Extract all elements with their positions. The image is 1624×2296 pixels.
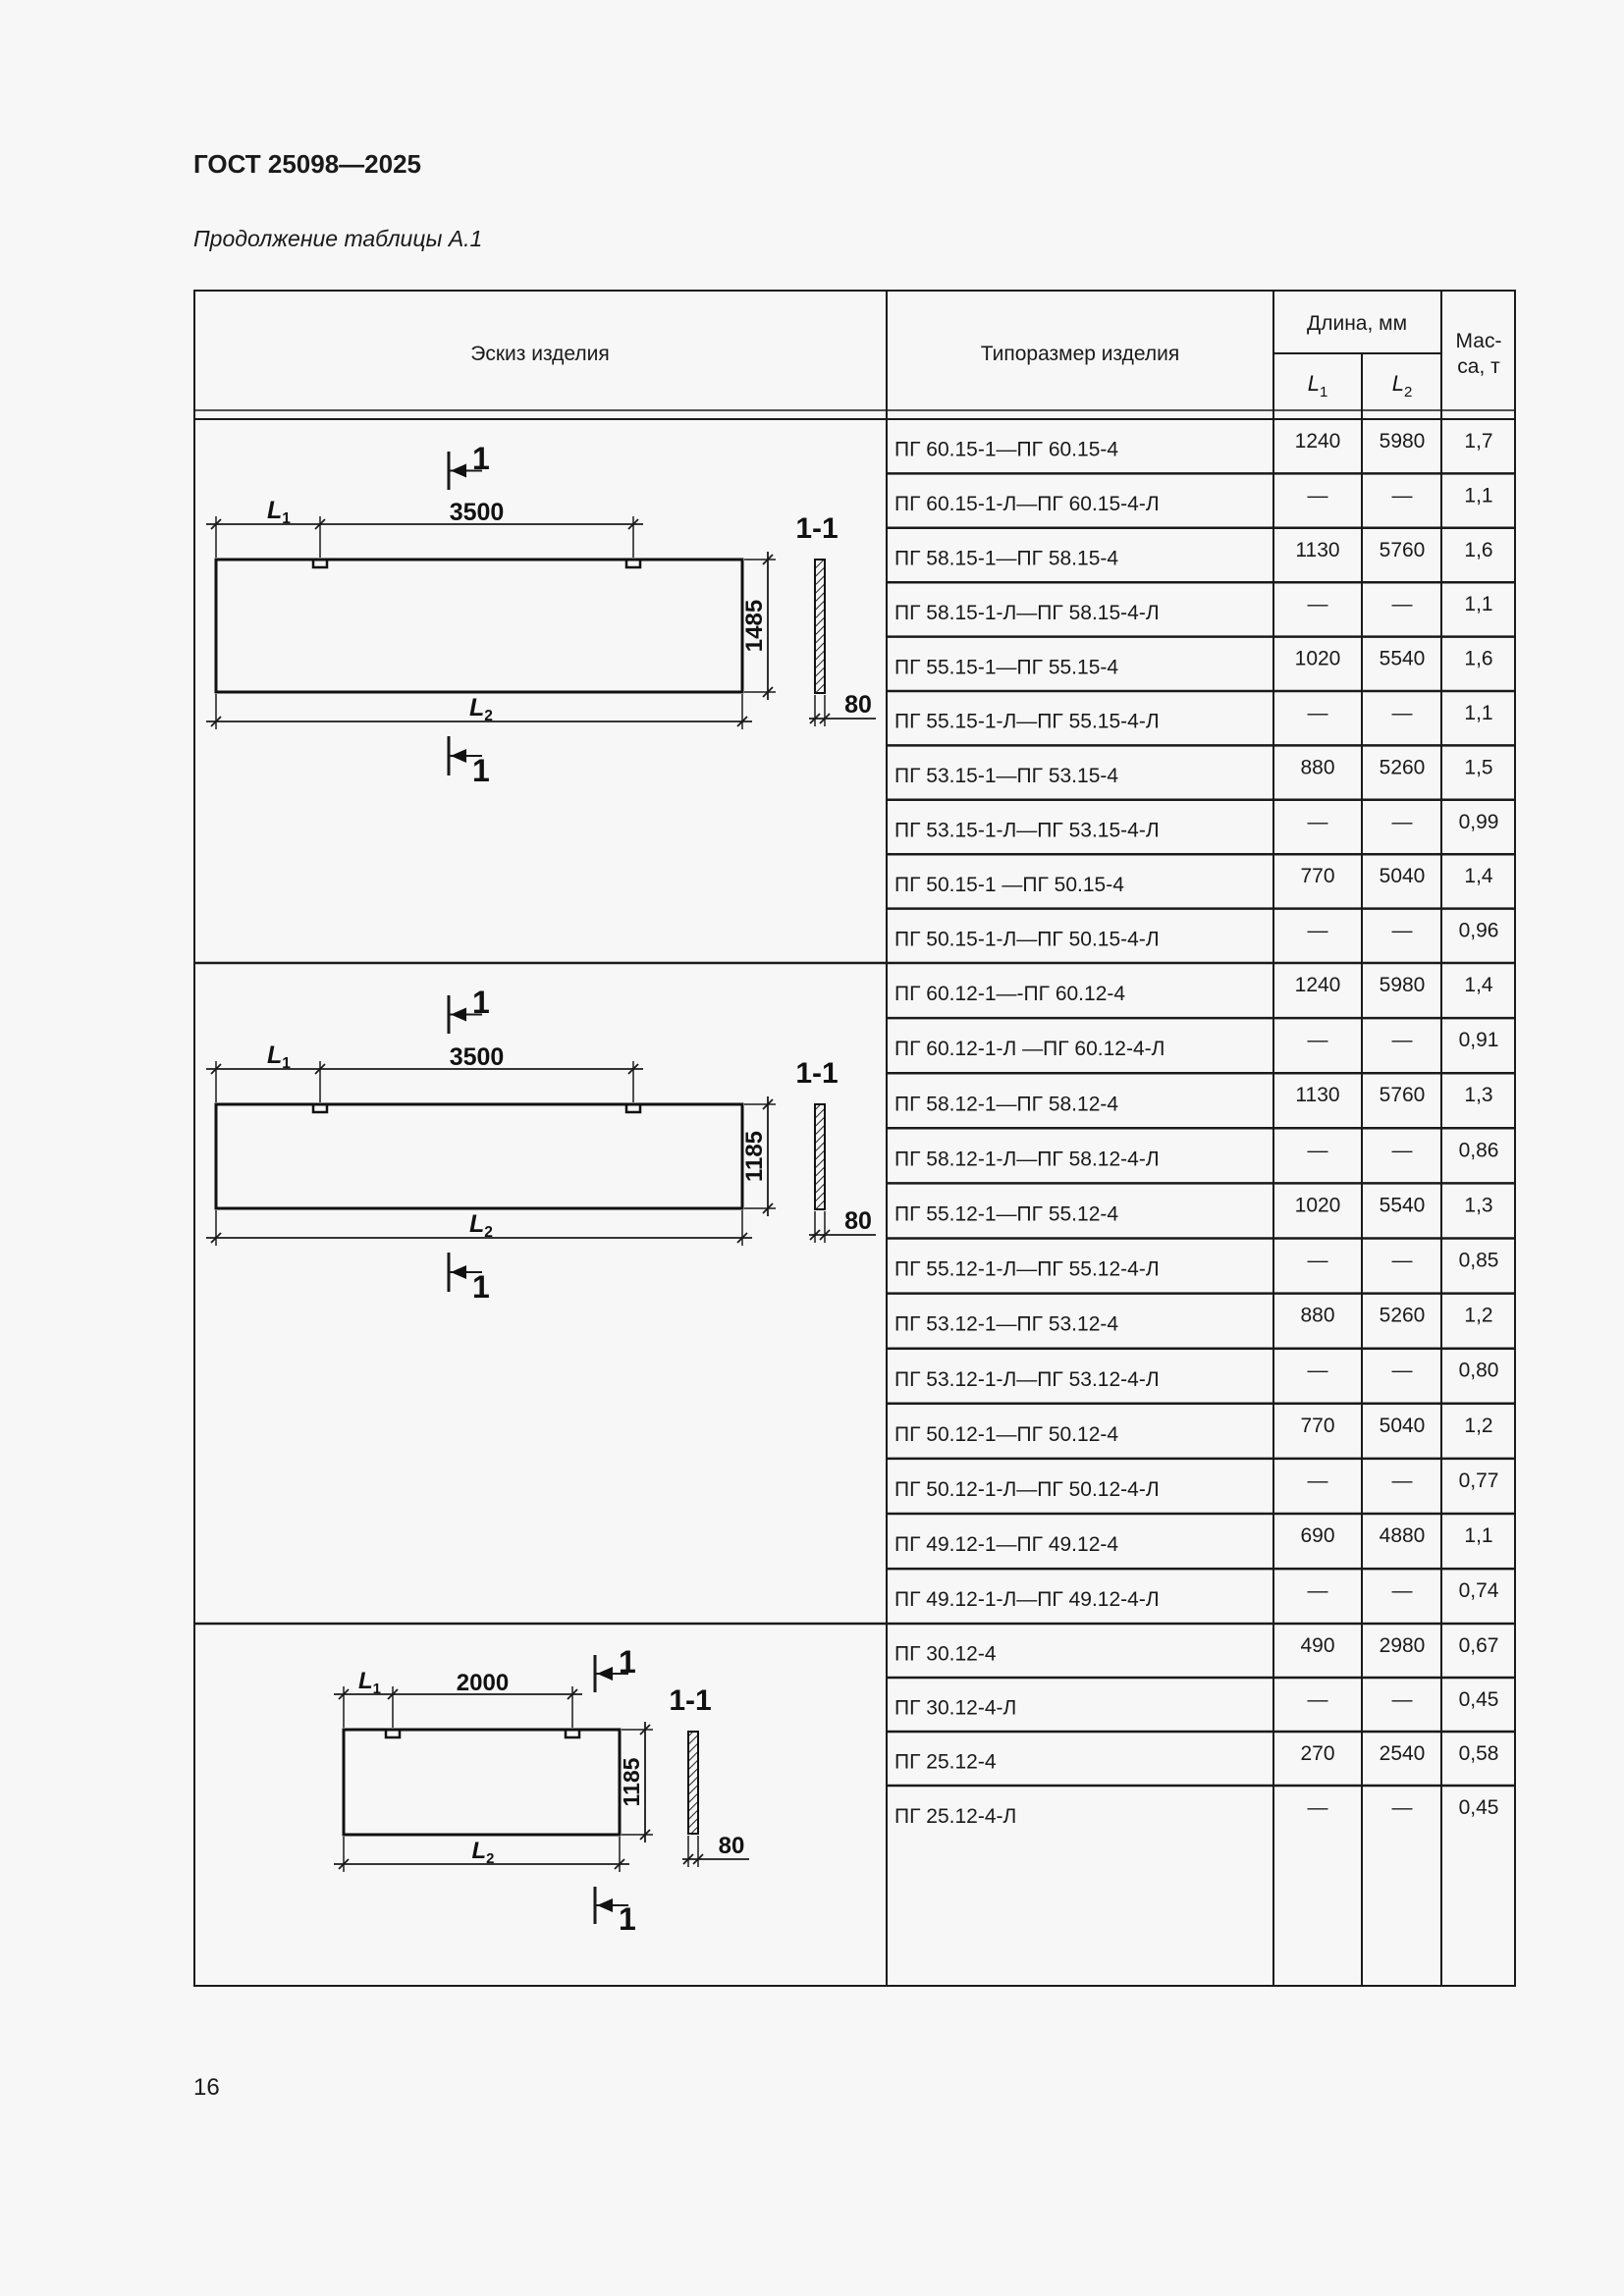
cut-arrow-icon	[451, 1265, 466, 1279]
row-l2: —	[1391, 593, 1413, 616]
header-mass: Мас-	[1455, 330, 1502, 352]
row-type: ПГ 53.12-1-Л—ПГ 53.12-4-Л	[894, 1367, 1160, 1391]
row-l2: —	[1391, 1249, 1413, 1272]
dimension-top-label: 3500	[449, 1043, 505, 1071]
dimension-l1-label: $L_1$	[267, 497, 291, 527]
dimension-top-label: 2000	[456, 1670, 510, 1696]
panel-outline	[344, 1730, 620, 1835]
row-mass: 0,58	[1458, 1742, 1499, 1765]
table-row	[894, 484, 1493, 515]
row-type: ПГ 49.12-1-Л—ПГ 49.12-4-Л	[894, 1588, 1160, 1612]
cut-label: 1	[619, 1644, 636, 1680]
row-mass: 1,4	[1464, 974, 1493, 996]
row-l1: 880	[1300, 756, 1335, 779]
table-row	[894, 1742, 1498, 1773]
cut-label: 1	[472, 1269, 490, 1305]
row-l1: 880	[1300, 1304, 1335, 1327]
table-row	[894, 1796, 1498, 1828]
table-row	[894, 702, 1493, 733]
row-mass: 0,85	[1458, 1249, 1499, 1272]
row-mass: 1,6	[1464, 647, 1493, 670]
table-header	[470, 312, 1501, 400]
row-mass: 0,77	[1458, 1468, 1499, 1492]
row-l2: —	[1391, 919, 1413, 942]
dimension-height-label: 1485	[741, 599, 768, 653]
cut-arrow-icon	[451, 1008, 466, 1022]
row-mass: 1,1	[1464, 702, 1493, 724]
row-l2: 5760	[1379, 1084, 1426, 1107]
row-mass: 1,2	[1464, 1304, 1493, 1327]
row-l2: —	[1391, 702, 1413, 724]
row-type: ПГ 53.15-1—ПГ 53.15-4	[894, 765, 1119, 788]
row-l1: —	[1307, 1688, 1328, 1711]
row-l2: 5040	[1379, 865, 1426, 888]
table-row	[894, 920, 1498, 951]
page-number: 16	[193, 2074, 220, 2101]
row-type: ПГ 50.12-1—ПГ 50.12-4	[894, 1422, 1119, 1446]
row-l2: 5260	[1379, 756, 1426, 779]
header-mass: са, т	[1457, 355, 1500, 378]
row-type: ПГ 60.12-1-Л —ПГ 60.12-4-Л	[894, 1038, 1165, 1061]
row-l1: 1130	[1295, 1084, 1340, 1107]
row-mass: 0,86	[1458, 1139, 1499, 1162]
row-mass: 0,45	[1458, 1688, 1499, 1711]
row-l1: —	[1307, 1249, 1328, 1272]
cut-arrow-icon	[451, 749, 466, 763]
section-label: 1-1	[795, 512, 839, 545]
row-type: ПГ 50.12-1-Л—ПГ 50.12-4-Л	[894, 1477, 1160, 1501]
row-mass: 0,96	[1458, 919, 1499, 942]
table-row	[894, 430, 1493, 461]
row-l2: 2540	[1379, 1742, 1426, 1765]
row-l2: 4880	[1379, 1524, 1426, 1547]
row-l2: —	[1391, 484, 1413, 507]
row-l1: —	[1307, 1468, 1328, 1492]
panel-outline	[216, 560, 742, 692]
dimension-l1-label: $L_1$	[267, 1041, 291, 1072]
row-mass: 1,1	[1464, 593, 1493, 616]
row-mass: 1,3	[1464, 1194, 1493, 1217]
row-mass: 1,1	[1464, 1524, 1493, 1547]
cut-arrow-icon	[597, 1898, 613, 1912]
cut-label: 1	[619, 1901, 636, 1937]
row-type: ПГ 30.12-4-Л	[894, 1696, 1017, 1720]
section-cut-mark	[449, 1253, 490, 1305]
table-row	[894, 1084, 1493, 1115]
row-l1: 770	[1300, 1414, 1335, 1437]
section-cut-mark	[449, 985, 490, 1034]
row-type: ПГ 55.12-1-Л—ПГ 55.12-4-Л	[894, 1257, 1160, 1281]
row-l2: 5760	[1379, 538, 1426, 561]
row-type: ПГ 58.15-1—ПГ 58.15-4	[894, 547, 1119, 570]
row-l2: —	[1391, 1359, 1413, 1382]
row-l1: —	[1307, 1359, 1328, 1382]
section-label: 1-1	[795, 1057, 839, 1090]
table-row	[894, 1579, 1499, 1611]
section-cut-mark	[449, 736, 490, 788]
row-mass: 1,3	[1464, 1084, 1493, 1107]
table-caption: Продолжение таблицы А.1	[193, 226, 483, 251]
panel-outline	[216, 1104, 742, 1208]
dimension-height-label: 1185	[619, 1757, 644, 1807]
row-l1: 690	[1300, 1524, 1335, 1547]
row-l2: 5260	[1379, 1304, 1426, 1327]
row-type: ПГ 30.12-4	[894, 1642, 997, 1666]
table-row	[894, 539, 1493, 570]
row-type: ПГ 25.12-4	[894, 1750, 997, 1774]
row-type: ПГ 55.12-1—ПГ 55.12-4	[894, 1202, 1119, 1226]
row-l1: —	[1307, 1796, 1328, 1819]
dimension-thickness-label: 80	[718, 1833, 745, 1859]
row-l2: —	[1391, 1688, 1413, 1711]
row-l2: —	[1391, 1139, 1413, 1162]
dimension-l1-label: $L_1$	[358, 1668, 381, 1697]
header-l1: $L_1$	[1307, 371, 1328, 400]
table-row	[894, 974, 1493, 1005]
table-row	[894, 648, 1493, 679]
cut-arrow-icon	[451, 464, 466, 478]
row-mass: 1,6	[1464, 538, 1493, 561]
row-type: ПГ 60.15-1-Л—ПГ 60.15-4-Л	[894, 493, 1160, 516]
row-mass: 1,5	[1464, 756, 1493, 779]
row-l2: 5980	[1379, 430, 1426, 453]
sketch-column	[206, 441, 876, 1937]
header-type: Типоразмер изделия	[980, 343, 1180, 365]
dimension-l2-label: $L_2$	[469, 694, 493, 724]
row-l1: 1240	[1294, 430, 1341, 453]
row-type: ПГ 60.15-1—ПГ 60.15-4	[894, 438, 1119, 461]
row-l1: —	[1307, 919, 1328, 942]
row-l1: —	[1307, 1139, 1328, 1162]
row-l1: 1020	[1294, 647, 1341, 670]
section-label: 1-1	[669, 1684, 712, 1717]
panel-sketch	[206, 985, 876, 1305]
table-row	[894, 1524, 1493, 1556]
row-l1: 770	[1300, 865, 1335, 888]
row-mass: 1,4	[1464, 865, 1493, 888]
row-l2: 2980	[1379, 1634, 1426, 1657]
row-type: ПГ 49.12-1—ПГ 49.12-4	[894, 1533, 1119, 1557]
dimension-top-label: 3500	[449, 499, 505, 526]
row-l2: —	[1391, 1579, 1413, 1603]
cut-label: 1	[472, 985, 490, 1020]
row-l1: —	[1307, 702, 1328, 724]
row-l1: —	[1307, 810, 1328, 833]
table-row	[894, 593, 1493, 624]
row-mass: 0,67	[1458, 1634, 1499, 1657]
panel-sketch	[334, 1644, 749, 1937]
table-row	[894, 1029, 1498, 1060]
section-hatch	[815, 1104, 825, 1209]
row-mass: 0,99	[1458, 810, 1499, 833]
section-cut-mark	[595, 1887, 636, 1937]
row-l2: —	[1391, 1029, 1413, 1052]
table-row	[894, 1360, 1498, 1391]
row-type: ПГ 55.15-1—ПГ 55.15-4	[894, 656, 1119, 679]
document-code: ГОСТ 25098—2025	[193, 149, 421, 179]
row-l2: 5540	[1379, 1194, 1426, 1217]
panel-sketch	[206, 441, 876, 788]
section-cut-mark	[595, 1644, 636, 1692]
row-mass: 0,45	[1458, 1796, 1499, 1819]
row-mass: 1,1	[1464, 484, 1493, 507]
dimension-thickness-label: 80	[844, 1207, 872, 1235]
row-type: ПГ 25.12-4-Л	[894, 1805, 1017, 1829]
row-type: ПГ 55.15-1-Л—ПГ 55.15-4-Л	[894, 710, 1160, 733]
table-row	[894, 1688, 1498, 1719]
row-l1: 270	[1300, 1742, 1335, 1765]
dimension-thickness-label: 80	[844, 691, 872, 719]
table-row	[894, 1415, 1493, 1446]
row-mass: 0,80	[1458, 1359, 1499, 1382]
row-l2: 5540	[1379, 647, 1426, 670]
section-hatch	[688, 1732, 698, 1834]
table-row	[894, 811, 1498, 842]
row-l1: —	[1307, 593, 1328, 616]
row-l2: —	[1391, 1468, 1413, 1492]
table-row	[894, 865, 1493, 896]
row-type: ПГ 53.15-1-Л—ПГ 53.15-4-Л	[894, 819, 1160, 842]
dimension-l2-label: $L_2$	[469, 1210, 493, 1241]
table-row	[894, 1469, 1498, 1501]
row-l1: 1020	[1294, 1194, 1341, 1217]
row-type: ПГ 53.12-1—ПГ 53.12-4	[894, 1312, 1119, 1336]
row-mass: 0,74	[1458, 1579, 1499, 1603]
row-type: ПГ 58.15-1-Л—ПГ 58.15-4-Л	[894, 601, 1160, 624]
section-hatch	[815, 560, 825, 693]
row-l1: 1130	[1295, 538, 1340, 561]
table-row	[894, 1250, 1498, 1281]
row-l1: 1240	[1294, 974, 1341, 996]
row-l2: 5040	[1379, 1414, 1426, 1437]
row-mass: 1,2	[1464, 1414, 1493, 1437]
cut-arrow-icon	[597, 1667, 613, 1681]
dimension-l2-label: $L_2$	[471, 1838, 495, 1867]
header-length: Длина, мм	[1306, 312, 1408, 335]
row-l1: —	[1307, 1029, 1328, 1052]
table-row	[894, 1139, 1498, 1170]
row-type: ПГ 58.12-1—ПГ 58.12-4	[894, 1093, 1119, 1116]
section-cut-mark	[449, 441, 490, 490]
row-l1: 490	[1300, 1634, 1335, 1657]
row-l2: —	[1391, 1796, 1413, 1819]
table-row	[894, 756, 1493, 787]
dimension-height-label: 1185	[741, 1130, 768, 1183]
table-row	[894, 1305, 1493, 1336]
header-sketch: Эскиз изделия	[470, 343, 610, 365]
row-type: ПГ 50.15-1 —ПГ 50.15-4	[894, 873, 1124, 896]
row-l1: —	[1307, 1579, 1328, 1603]
row-mass: 0,91	[1458, 1029, 1499, 1052]
cut-label: 1	[472, 441, 490, 476]
row-type: ПГ 50.15-1-Л—ПГ 50.15-4-Л	[894, 928, 1160, 951]
row-type: ПГ 58.12-1-Л—ПГ 58.12-4-Л	[894, 1148, 1160, 1171]
table-row	[894, 1634, 1498, 1665]
table-row	[894, 1194, 1493, 1225]
header-l2: $L_2$	[1391, 371, 1413, 400]
row-type: ПГ 60.12-1—-ПГ 60.12-4	[894, 983, 1126, 1006]
row-l2: 5980	[1379, 974, 1426, 996]
row-l1: —	[1307, 484, 1328, 507]
row-mass: 1,7	[1464, 430, 1493, 453]
cut-label: 1	[472, 753, 490, 788]
row-l2: —	[1391, 810, 1413, 833]
